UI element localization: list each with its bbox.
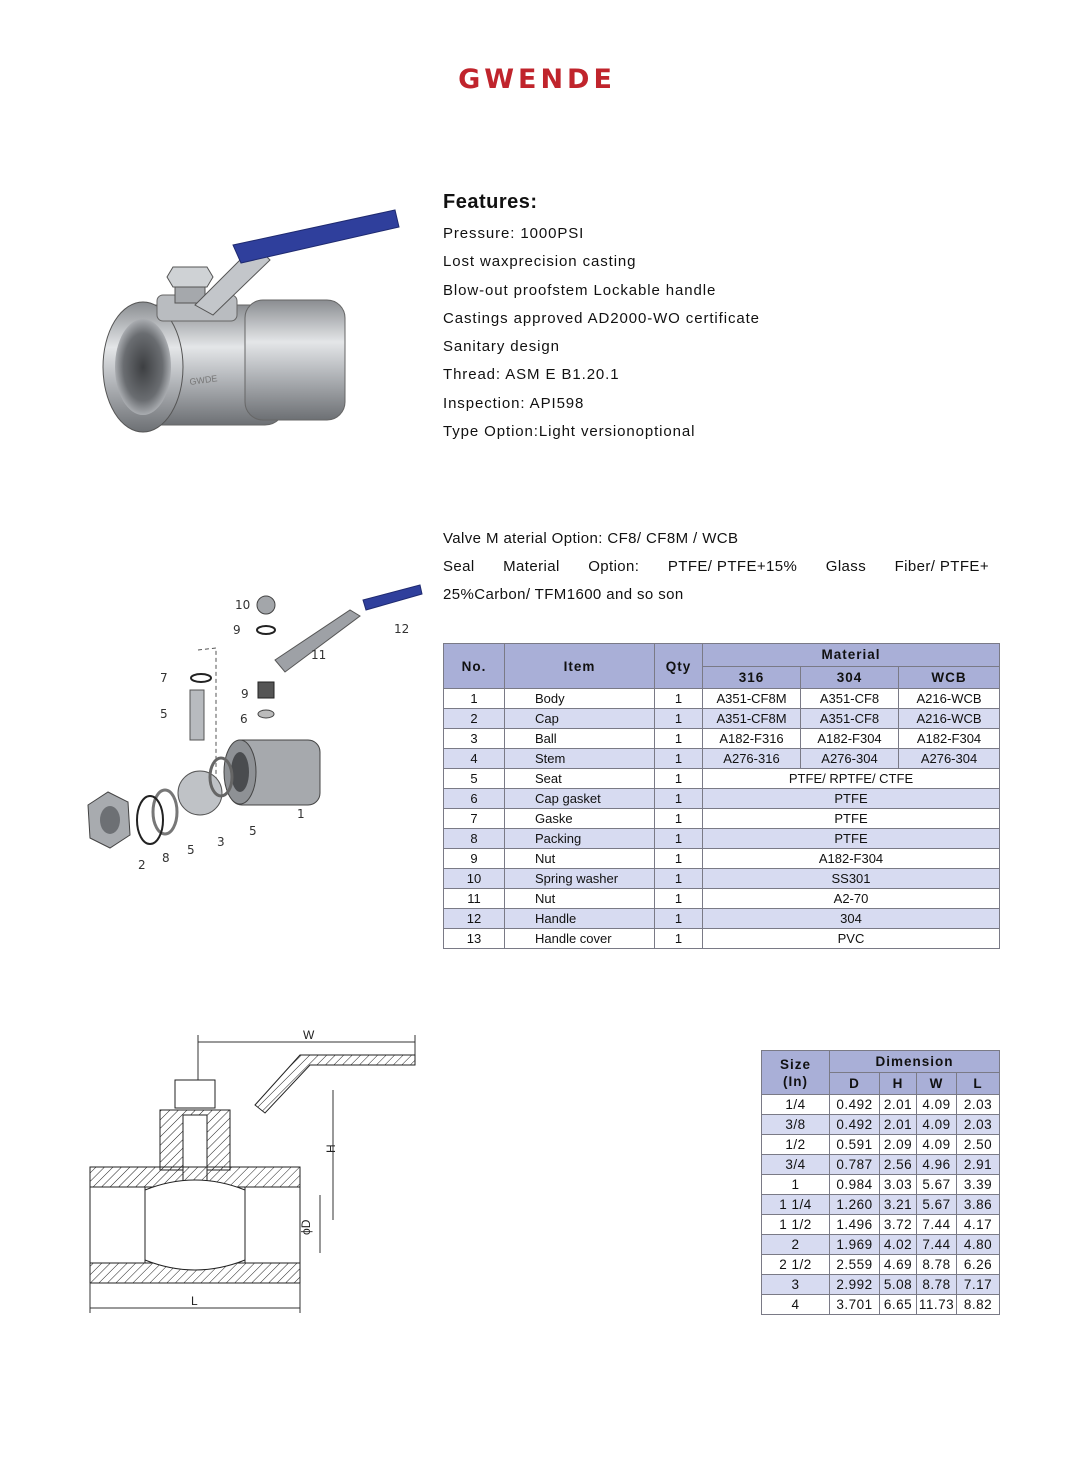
cell-material: PTFE	[703, 789, 1000, 809]
part-label: 10	[235, 598, 251, 612]
dim-label-w: W	[303, 1028, 315, 1042]
feature-item: Type Option:Light versionoptional	[443, 423, 696, 441]
cell-no: 8	[444, 829, 505, 849]
col-header-316: 316	[703, 666, 801, 689]
cell-qty: 1	[655, 769, 703, 789]
col-header-h: H	[880, 1073, 917, 1095]
table-row	[444, 929, 1000, 949]
cell-d: 0.787	[830, 1155, 880, 1175]
table-row	[444, 789, 1000, 809]
cell-item: Stem	[505, 749, 655, 769]
dim-label-d: ϕD	[299, 1219, 313, 1235]
cell-size: 1	[762, 1175, 830, 1195]
cell-material: PVC	[703, 929, 1000, 949]
cell-size: 2 1/2	[762, 1255, 830, 1275]
cell-qty: 1	[655, 789, 703, 809]
cell-h: 2.01	[880, 1095, 917, 1115]
table-row	[762, 1095, 1000, 1115]
cell-no: 11	[444, 889, 505, 909]
features-title: Features:	[443, 191, 538, 213]
cell-w: 4.09	[917, 1115, 957, 1135]
cell-l: 2.03	[957, 1115, 1000, 1135]
cell-l: 4.80	[957, 1235, 1000, 1255]
cell-size: 3	[762, 1275, 830, 1295]
cell-w: 4.09	[917, 1095, 957, 1115]
cell-h: 2.56	[880, 1155, 917, 1175]
cell-w: 11.73	[917, 1295, 957, 1315]
cell-qty: 1	[655, 869, 703, 889]
col-header-dimension: Dimension	[830, 1051, 1000, 1073]
cell-w: 8.78	[917, 1275, 957, 1295]
cell-d: 0.984	[830, 1175, 880, 1195]
seal-material-option-cont: 25%Carbon/ TFM1600 and so son	[443, 586, 684, 603]
brand-logo: GWENDE	[458, 64, 616, 95]
part-label: 5	[187, 843, 195, 857]
feature-item: Lost waxprecision casting	[443, 253, 637, 271]
cell-304: A351-CF8	[801, 689, 899, 709]
table-row	[444, 689, 1000, 709]
col-header-item: Item	[505, 644, 655, 689]
cell-l: 2.91	[957, 1155, 1000, 1175]
table-row	[762, 1215, 1000, 1235]
cell-d: 0.492	[830, 1095, 880, 1115]
part-label: 8	[162, 851, 170, 865]
cell-item: Cap gasket	[505, 789, 655, 809]
part-label: 5	[249, 824, 257, 838]
cell-d: 1.969	[830, 1235, 880, 1255]
cell-w: 5.67	[917, 1195, 957, 1215]
cell-w: 8.78	[917, 1255, 957, 1275]
cell-size: 1 1/2	[762, 1215, 830, 1235]
cell-d: 1.260	[830, 1195, 880, 1215]
cell-no: 7	[444, 809, 505, 829]
table-row	[762, 1115, 1000, 1135]
cell-qty: 1	[655, 689, 703, 709]
table-row	[444, 829, 1000, 849]
cell-item: Nut	[505, 889, 655, 909]
part-label: 12	[394, 622, 410, 636]
table-row	[762, 1175, 1000, 1195]
cell-item: Cap	[505, 709, 655, 729]
cell-h: 4.69	[880, 1255, 917, 1275]
dimension-table	[761, 1050, 1000, 1315]
table-row	[444, 889, 1000, 909]
cell-h: 6.65	[880, 1295, 917, 1315]
cell-l: 6.26	[957, 1255, 1000, 1275]
cell-304: A351-CF8	[801, 709, 899, 729]
cell-l: 3.39	[957, 1175, 1000, 1195]
cell-material: PTFE	[703, 809, 1000, 829]
cell-no: 4	[444, 749, 505, 769]
cell-size: 1/2	[762, 1135, 830, 1155]
seal-word: Seal	[443, 558, 475, 575]
table-row	[444, 729, 1000, 749]
cell-item: Nut	[505, 849, 655, 869]
table-row	[762, 1135, 1000, 1155]
feature-item: Inspection: API598	[443, 394, 585, 412]
cell-wcb: A216-WCB	[899, 689, 1000, 709]
col-header-no: No.	[444, 644, 505, 689]
cell-h: 2.01	[880, 1115, 917, 1135]
cell-h: 5.08	[880, 1275, 917, 1295]
cell-qty: 1	[655, 889, 703, 909]
part-label: 9	[233, 623, 241, 637]
size-unit: (In)	[783, 1073, 808, 1089]
col-header-304: 304	[801, 666, 899, 689]
table-row	[444, 769, 1000, 789]
cell-size: 3/8	[762, 1115, 830, 1135]
table-row	[762, 1295, 1000, 1315]
cell-size: 1/4	[762, 1095, 830, 1115]
feature-item: Thread: ASM E B1.20.1	[443, 366, 620, 384]
cell-item: Spring washer	[505, 869, 655, 889]
cell-316: A276-316	[703, 749, 801, 769]
col-header-d: D	[830, 1073, 880, 1095]
cell-l: 8.82	[957, 1295, 1000, 1315]
cell-l: 7.17	[957, 1275, 1000, 1295]
cell-material: 304	[703, 909, 1000, 929]
cell-d: 3.701	[830, 1295, 880, 1315]
table-row	[762, 1155, 1000, 1175]
cell-l: 2.03	[957, 1095, 1000, 1115]
cell-w: 7.44	[917, 1215, 957, 1235]
cell-d: 0.591	[830, 1135, 880, 1155]
feature-item: Pressure: 1000PSI	[443, 225, 585, 242]
table-row	[444, 749, 1000, 769]
cell-qty: 1	[655, 829, 703, 849]
part-label: 3	[217, 835, 225, 849]
seal-word: Fiber/ PTFE+	[894, 558, 989, 575]
cell-no: 5	[444, 769, 505, 789]
valve-section-drawing	[85, 1025, 445, 1325]
table-row	[444, 709, 1000, 729]
cell-h: 3.03	[880, 1175, 917, 1195]
cell-item: Handle cover	[505, 929, 655, 949]
part-label: 1	[297, 807, 305, 821]
cell-no: 3	[444, 729, 505, 749]
cell-no: 13	[444, 929, 505, 949]
cell-material: SS301	[703, 869, 1000, 889]
seal-material-option	[443, 558, 989, 575]
part-label: 6	[240, 712, 248, 726]
cell-size: 3/4	[762, 1155, 830, 1175]
feature-item: Sanitary design	[443, 338, 560, 356]
cell-item: Gaske	[505, 809, 655, 829]
features-list	[443, 222, 760, 448]
cell-h: 2.09	[880, 1135, 917, 1155]
cell-l: 4.17	[957, 1215, 1000, 1235]
cell-size: 4	[762, 1295, 830, 1315]
cell-qty: 1	[655, 809, 703, 829]
cell-l: 2.50	[957, 1135, 1000, 1155]
cell-no: 9	[444, 849, 505, 869]
cell-316: A351-CF8M	[703, 689, 801, 709]
cell-304: A182-F304	[801, 729, 899, 749]
valve-material-option: Valve M aterial Option: CF8/ CF8M / WCB	[443, 530, 739, 547]
cell-no: 12	[444, 909, 505, 929]
cell-material: PTFE	[703, 829, 1000, 849]
cell-qty: 1	[655, 929, 703, 949]
table-row	[762, 1275, 1000, 1295]
part-label: 11	[311, 648, 327, 662]
part-label: 9	[241, 687, 249, 701]
col-header-size	[762, 1051, 830, 1095]
cell-wcb: A276-304	[899, 749, 1000, 769]
feature-item: Castings approved AD2000-WO certificate	[443, 309, 760, 327]
seal-word: PTFE/ PTFE+15%	[667, 558, 798, 575]
cell-316: A351-CF8M	[703, 709, 801, 729]
table-row	[444, 809, 1000, 829]
cell-h: 3.21	[880, 1195, 917, 1215]
part-label: 2	[138, 858, 146, 872]
cell-material: PTFE/ RPTFE/ CTFE	[703, 769, 1000, 789]
size-label: Size	[779, 1056, 811, 1072]
cell-item: Handle	[505, 909, 655, 929]
cell-wcb: A216-WCB	[899, 709, 1000, 729]
col-header-wcb: WCB	[899, 666, 1000, 689]
cell-316: A182-F316	[703, 729, 801, 749]
cell-w: 4.09	[917, 1135, 957, 1155]
cell-no: 10	[444, 869, 505, 889]
cell-item: Ball	[505, 729, 655, 749]
cell-h: 4.02	[880, 1235, 917, 1255]
material-table	[443, 643, 1000, 949]
cell-d: 0.492	[830, 1115, 880, 1135]
cell-d: 2.559	[830, 1255, 880, 1275]
cell-material: A2-70	[703, 889, 1000, 909]
table-row	[444, 849, 1000, 869]
dim-label-h: H	[324, 1144, 338, 1153]
cell-l: 3.86	[957, 1195, 1000, 1215]
ball-valve-photo	[95, 205, 405, 445]
table-row	[444, 869, 1000, 889]
cell-no: 2	[444, 709, 505, 729]
part-label: 5	[160, 707, 168, 721]
cell-w: 4.96	[917, 1155, 957, 1175]
feature-item: Blow-out proofstem Lockable handle	[443, 281, 717, 299]
col-header-material: Material	[703, 644, 1000, 667]
cell-size: 2	[762, 1235, 830, 1255]
col-header-qty: Qty	[655, 644, 703, 689]
cell-d: 2.992	[830, 1275, 880, 1295]
cell-material: A182-F304	[703, 849, 1000, 869]
seal-word: Option:	[588, 558, 640, 575]
col-header-l: L	[957, 1073, 1000, 1095]
exploded-parts-diagram	[80, 580, 430, 880]
cell-w: 7.44	[917, 1235, 957, 1255]
cell-qty: 1	[655, 749, 703, 769]
cell-no: 1	[444, 689, 505, 709]
cell-304: A276-304	[801, 749, 899, 769]
cell-no: 6	[444, 789, 505, 809]
cell-h: 3.72	[880, 1215, 917, 1235]
cell-item: Packing	[505, 829, 655, 849]
cell-size: 1 1/4	[762, 1195, 830, 1215]
table-row	[762, 1195, 1000, 1215]
cell-qty: 1	[655, 849, 703, 869]
cell-item: Body	[505, 689, 655, 709]
cell-qty: 1	[655, 729, 703, 749]
table-row	[444, 909, 1000, 929]
cell-qty: 1	[655, 909, 703, 929]
seal-word: Material	[503, 558, 560, 575]
cell-qty: 1	[655, 709, 703, 729]
col-header-w: W	[917, 1073, 957, 1095]
part-label: 7	[160, 671, 168, 685]
seal-word: Glass	[825, 558, 867, 575]
table-row	[762, 1235, 1000, 1255]
cell-w: 5.67	[917, 1175, 957, 1195]
svg-text:GWDE: GWDE	[188, 373, 219, 387]
dim-label-l: L	[191, 1294, 198, 1308]
cell-d: 1.496	[830, 1215, 880, 1235]
cell-wcb: A182-F304	[899, 729, 1000, 749]
table-row	[762, 1255, 1000, 1275]
cell-item: Seat	[505, 769, 655, 789]
